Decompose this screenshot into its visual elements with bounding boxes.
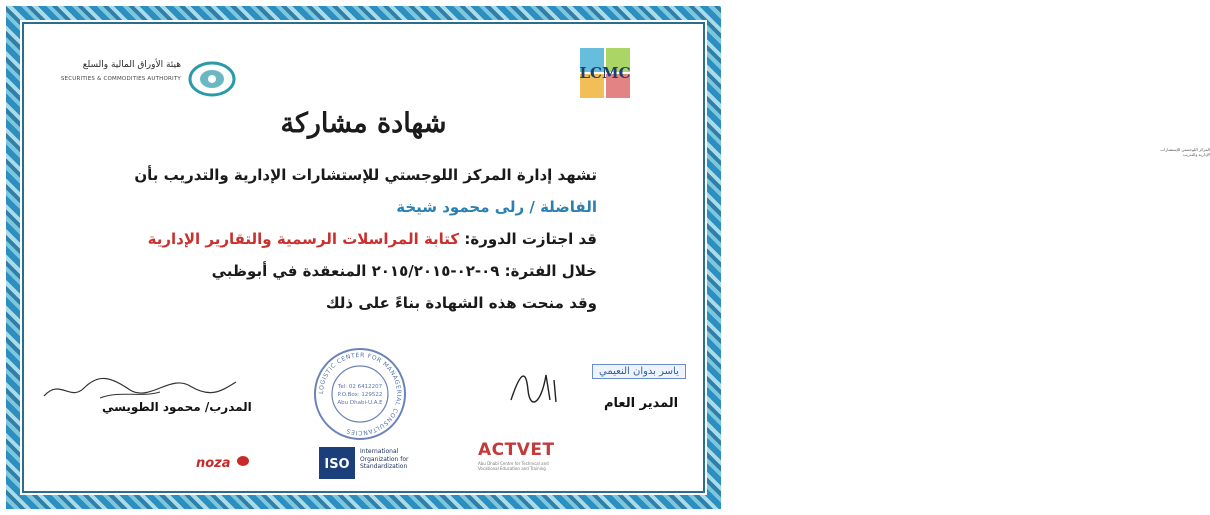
course-line [148, 230, 597, 248]
lcmc-logo [572, 42, 1210, 157]
sca-logo [60, 56, 237, 102]
period-line: خلال الفترة: ٠٩-٠٢-٢٠١٥/٢٠١٥ المنعقدة في أبوظبي [211, 262, 597, 280]
stamp-line-3: Abu Dhabi-U.A.E [337, 400, 383, 406]
trainer-title: المدرب/ محمود الطويسي [102, 400, 252, 414]
manager-signature-icon [506, 360, 576, 410]
actvet-logo [478, 440, 558, 480]
noza-text: noza [196, 456, 231, 471]
manager-name-stamp: ياسر بدوان النعيمي [592, 364, 686, 379]
sca-name-ar: هيئة الأوراق المالية والسلع [82, 60, 181, 70]
lcmc-letters: LCMC [579, 64, 631, 82]
closing-line: وقد منحت هذه الشهادة بناءً على ذلك [325, 294, 597, 312]
sca-name-en: SECURITIES & COMMODITIES AUTHORITY [60, 76, 181, 82]
recipient-name: الفاضلة / رلى محمود شيخة [396, 198, 597, 216]
iso-mark-text: ISO [324, 457, 350, 472]
stamp-line-2: P.O.Box: 129522 [337, 392, 383, 398]
iso-name: International Organization for Standardization [360, 448, 409, 470]
certificate-title: شهادة مشاركة [280, 108, 447, 139]
iso-mark-icon [318, 446, 356, 480]
actvet-subtitle: Abu Dhabi Centre for Technical and Vocational Education and Training [478, 461, 549, 471]
puzzle-logo-icon [572, 42, 642, 104]
course-prefix: قد اجتازت الدورة: [464, 230, 597, 248]
noza-logo [196, 452, 250, 471]
course-name: كتابة المراسلات الرسمية والتقارير الإدارية [147, 230, 460, 248]
stamp-line-1: Tel: 02 6412207 [337, 384, 383, 390]
attest-line: تشهد إدارة المركز اللوجستي للإستشارات الإدارية والتدريب بأن [134, 166, 597, 184]
manager-title: المدير العام [604, 396, 679, 411]
stamp-ring-text: LOGISTIC CENTER FOR MANAGERIAL CONSULTANCIES [317, 351, 403, 437]
actvet-text: ACTVET [478, 440, 555, 460]
iso-logo [318, 446, 438, 480]
sca-emblem-icon [187, 60, 237, 98]
official-stamp [312, 346, 408, 442]
stamp-seal-icon [312, 346, 408, 442]
noza-mark-icon [236, 455, 250, 467]
lcmc-caption: المركز اللوجستي للإستشارات الإدارية والتدريب [1160, 147, 1210, 157]
